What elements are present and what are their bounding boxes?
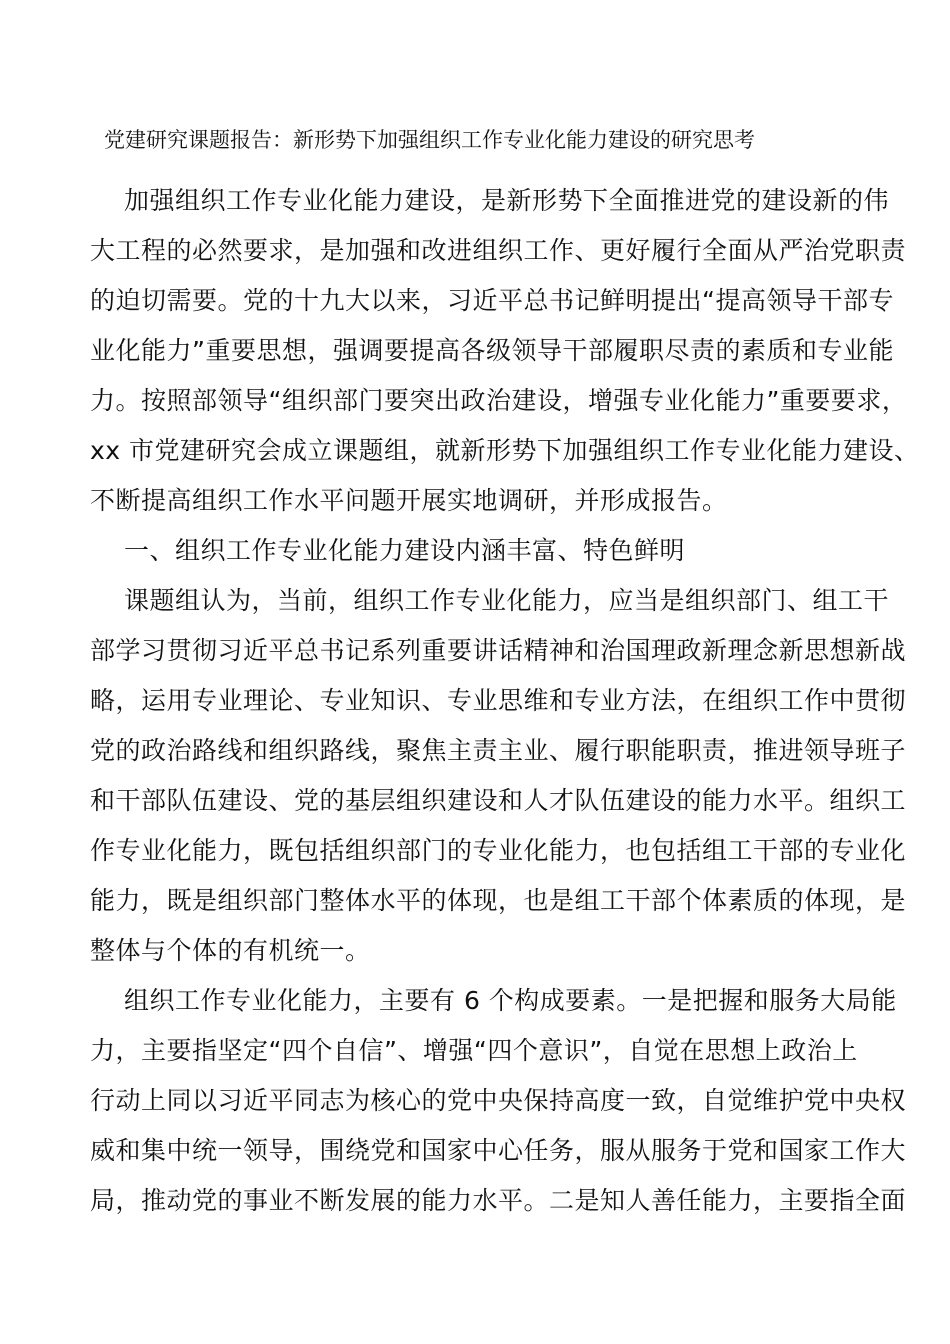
paragraph-line: 的迫切需要。党的十九大以来，习近平总书记鲜明提出“提高领导干部专 [90,286,894,315]
paragraph-line: 课题组认为，当前，组织工作专业化能力，应当是组织部门、组工干 [124,586,890,615]
paragraph-line: 和干部队伍建设、党的基层组织建设和人才队伍建设的能力水平。组织工 [90,786,907,815]
paragraph-line: 行动上同以习近平同志为核心的党中央保持高度一致，自觉维护党中央权 [90,1086,907,1115]
paragraph-line: 局，推动党的事业不断发展的能力水平。二是知人善任能力，主要指全面 [90,1186,907,1215]
paragraph-line: 组织工作专业化能力，主要有 6 个构成要素。一是把握和服务大局能 [124,986,897,1015]
paragraph-line: 作专业化能力，既包括组织部门的专业化能力，也包括组工干部的专业化 [90,836,907,865]
paragraph-line: 力，主要指坚定“四个自信”、增强“四个意识”，自觉在思想上政治上 [90,1036,858,1065]
section-heading: 一、组织工作专业化能力建设内涵丰富、特色鲜明 [124,536,686,565]
paragraph-line: 整体与个体的有机统一。 [90,936,371,965]
paragraph-line: 力。按照部领导“组织部门要突出政治建设，增强专业化能力”重要要求， [90,386,908,415]
paragraph-line: 略，运用专业理论、专业知识、专业思维和专业方法，在组织工作中贯彻 [90,686,907,715]
paragraph-line: 业化能力”重要思想，强调要提高各级领导干部履职尽责的素质和专业能 [90,336,894,365]
paragraph-line: 部学习贯彻习近平总书记系列重要讲话精神和治国理政新理念新思想新战 [90,636,907,665]
paragraph-line: 党的政治路线和组织路线，聚焦主责主业、履行职能职责，推进领导班子 [90,736,907,765]
paragraph-line: 加强组织工作专业化能力建设，是新形势下全面推进党的建设新的伟 [124,186,890,215]
document-title: 党建研究课题报告：新形势下加强组织工作专业化能力建设的研究思考 [104,128,755,152]
paragraph-line: 威和集中统一领导，围绕党和国家中心任务，服从服务于党和国家工作大 [90,1136,907,1165]
paragraph-line: 大工程的必然要求，是加强和改进组织工作、更好履行全面从严治党职责 [90,236,907,265]
paragraph-line: 不断提高组织工作水平问题开展实地调研，并形成报告。 [90,486,728,515]
paragraph-line: 能力，既是组织部门整体水平的体现，也是组工干部个体素质的体现，是 [90,886,907,915]
paragraph-line: xx 市党建研究会成立课题组，就新形势下加强组织工作专业化能力建设、 [90,436,920,465]
